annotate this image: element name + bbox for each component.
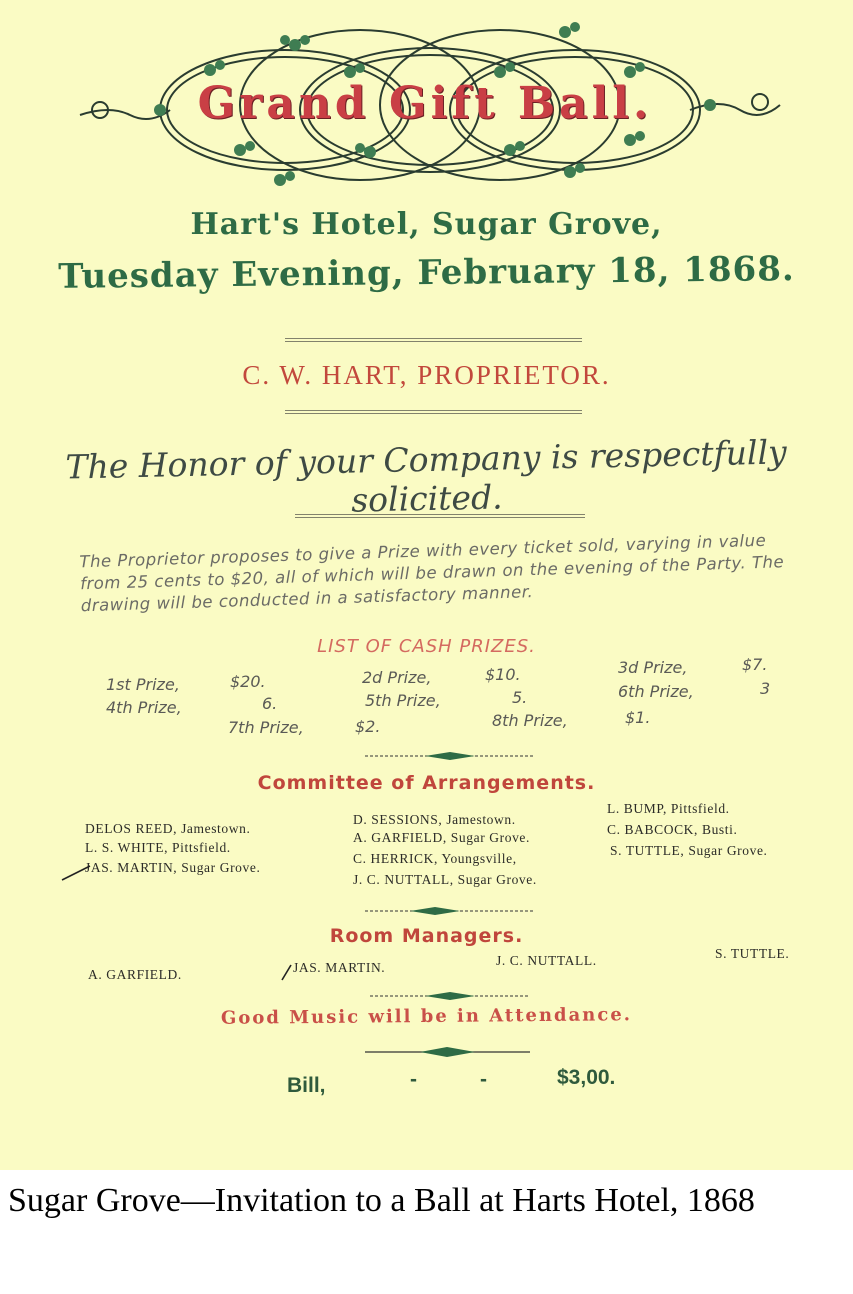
committee-member: DELOS REED, Jamestown. <box>85 821 251 836</box>
room-manager: S. TUTTLE. <box>715 946 790 961</box>
ornament-divider <box>365 1046 530 1058</box>
committee-member: JAS. MARTIN, Sugar Grove. <box>85 860 261 875</box>
prize-label: 7th Prize, <box>228 718 304 737</box>
prize-label: 6th Prize, <box>618 682 694 701</box>
prize-label: 8th Prize, <box>492 711 568 730</box>
ornament-divider <box>365 750 535 762</box>
committee-member: J. C. NUTTALL, Sugar Grove. <box>353 872 537 887</box>
room-manager: JAS. MARTIN. <box>293 960 386 975</box>
music-notice: Good Music will be in Attendance. <box>220 1004 633 1029</box>
prize-label: 2d Prize, <box>362 668 432 687</box>
proprietor-line: C. W. HART, PROPRIETOR. <box>242 360 611 390</box>
intro-paragraph: The Proprietor proposes to give a Prize with every ticket sold, varying in value from 25 cents to $20, all of which will be drawn on the evening of the Party. The drawing will be conducted in a satisfactory manner. <box>79 530 785 616</box>
committee-member: C. HERRICK, Youngsville, <box>353 851 517 866</box>
divider <box>285 338 582 342</box>
bill-dash: - <box>480 1068 487 1091</box>
invitation-title: Grand Gift Ball. <box>197 78 653 129</box>
bill-amount: $3,00. <box>557 1066 616 1089</box>
prizes-heading: LIST OF CASH PRIZES. <box>317 636 536 657</box>
prize-amount: $1. <box>625 708 651 727</box>
committee-member: S. TUTTLE, Sugar Grove. <box>610 843 768 858</box>
prize-label: 5th Prize, <box>365 691 441 710</box>
prize-amount: 5. <box>512 688 528 707</box>
ornament-divider <box>370 990 530 1002</box>
prize-amount: $7. <box>742 655 768 674</box>
prize-amount: 6. <box>262 694 278 713</box>
ornament-divider <box>365 905 535 917</box>
bill-dash: - <box>410 1068 417 1091</box>
committee-member: L. BUMP, Pittsfield. <box>607 801 730 816</box>
pencil-mark <box>60 862 94 882</box>
prize-amount: $10. <box>485 665 521 684</box>
honor-line: The Honor of your Company is respectfully solicited. <box>65 432 788 520</box>
image-caption: Sugar Grove—Invitation to a Ball at Harts Hotel, 1868 <box>8 1182 755 1219</box>
prize-amount: $20. <box>230 672 266 691</box>
divider <box>285 410 582 414</box>
committee-member: L. S. WHITE, Pittsfield. <box>85 840 231 855</box>
committee-heading: Committee of Arrangements. <box>257 772 596 794</box>
prize-label: 1st Prize, <box>106 675 180 694</box>
committee-member: C. BABCOCK, Busti. <box>607 822 738 837</box>
committee-member: A. GARFIELD, Sugar Grove. <box>353 830 530 845</box>
committee-member: D. SESSIONS, Jamestown. <box>353 812 516 827</box>
event-date: Tuesday Evening, February 18, 1868. <box>58 249 795 297</box>
prize-amount: $2. <box>355 717 381 736</box>
prize-amount: 3 <box>760 679 771 698</box>
hotel-line: Hart's Hotel, Sugar Grove, <box>190 207 663 242</box>
pencil-mark <box>280 962 294 982</box>
divider <box>295 514 585 518</box>
prize-label: 4th Prize, <box>106 698 182 717</box>
room-manager: J. C. NUTTALL. <box>496 953 597 968</box>
prize-label: 3d Prize, <box>618 658 688 677</box>
bill-label: Bill, <box>287 1074 326 1097</box>
room-manager: A. GARFIELD. <box>88 967 182 982</box>
managers-heading: Room Managers. <box>329 925 524 947</box>
